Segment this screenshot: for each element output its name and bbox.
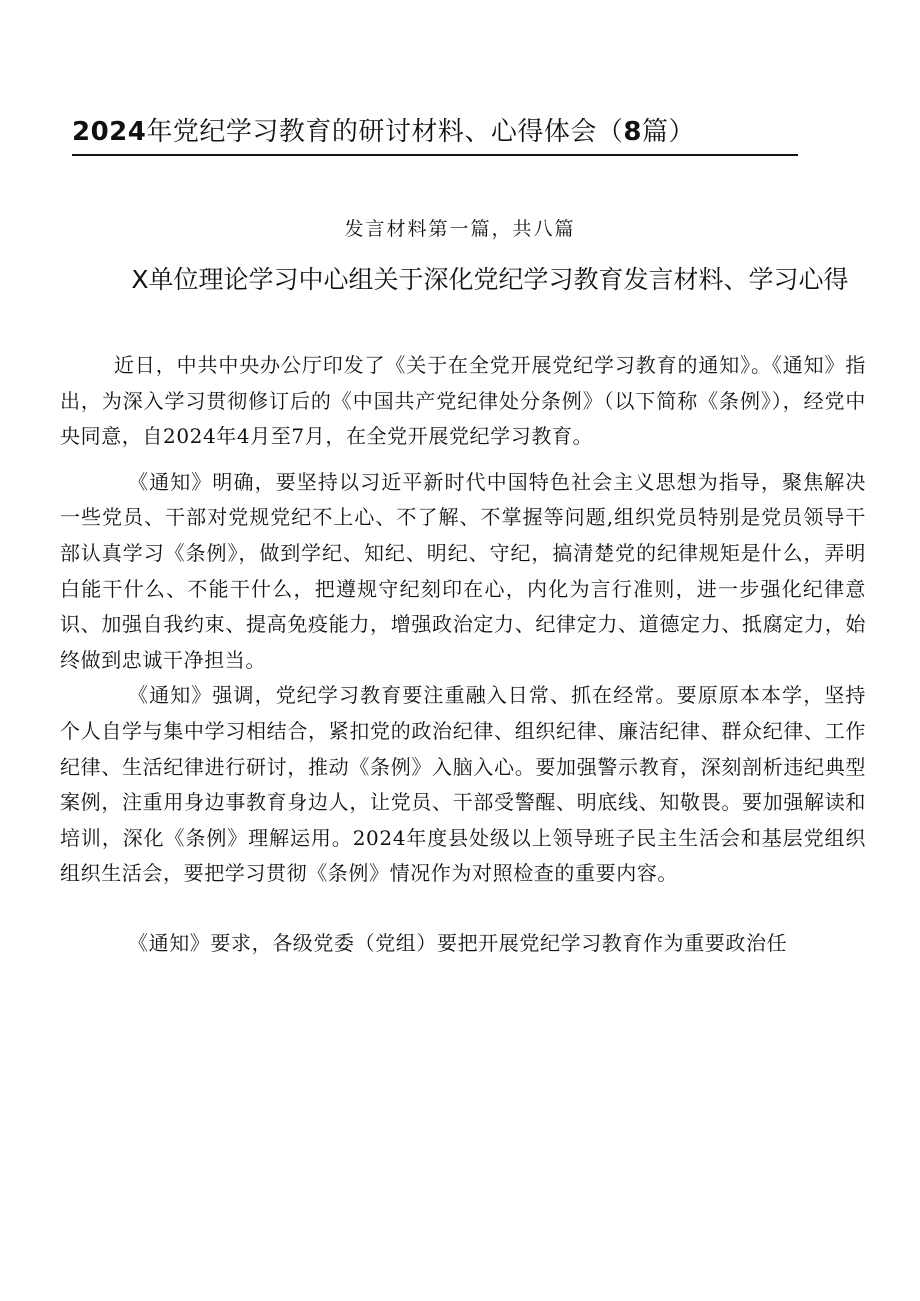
document-title [72,112,798,156]
paragraph-3: 《通知》强调，党纪学习教育要注重融入日常、抓在经常。要原原本本学，坚持个人自学与集中学习相结合，紧扣党的政治纪律、组织纪律、廉洁纪律、群众纪律、工作纪律、生活纪律进行研讨，推动《条例》入脑入心。要加强警示教育，深刻剖析违纪典型案例，注重用身边事教育身边人，让党员、干部受警醒、明底线、知敬畏。要加强解读和培训，深化《条例》理解运用。2024年度县处级以上领导班子民主生活会和基层党组织组织生活会，要把学习贯彻《条例》情况作为对照检查的重要内容。 [60,683,866,886]
paragraph-4: 《通知》要求，各级党委（党组）要把开展党纪学习教育作为重要政治任 [128,930,788,955]
paragraph-1: 近日，中共中央办公厅印发了《关于在全党开展党纪学习教育的通知》。《通知》指出，为深入学习贯彻修订后的《中国共产党纪律处分条例》（以下简称《条例》），经党中央同意，自2024年4月至7月，在全党开展党纪学习教育。 [60,353,866,449]
article-title: X单位理论学习中心组关于深化党纪学习教育发言材料、学习心得 [131,265,849,294]
title-count: 8 [623,117,642,147]
section-subtitle: 发言材料第一篇，共八篇 [344,218,576,240]
title-text: 年党纪学习教育的研讨材料、心得体会（ [146,117,624,147]
title-suffix: 篇） [641,117,695,147]
paragraph-2: 《通知》明确，要坚持以习近平新时代中国特色社会主义思想为指导，聚焦解决一些党员、干部对党规党纪不上心、不了解、不掌握等问题,组织党员特别是党员领导干部认真学习《条例》，做到学纪、知纪、明纪、守纪，搞清楚党的纪律规矩是什么，弄明白能干什么、不能干什么，把遵规守纪刻印在心，内化为言行准则，进一步强化纪律意识、加强自我约束、提高免疫能力，增强政治定力、纪律定力、道德定力、抵腐定力，始终做到忠诚干净担当。 [60,469,866,672]
title-year: 2024 [72,117,147,147]
article-body [60,348,866,962]
